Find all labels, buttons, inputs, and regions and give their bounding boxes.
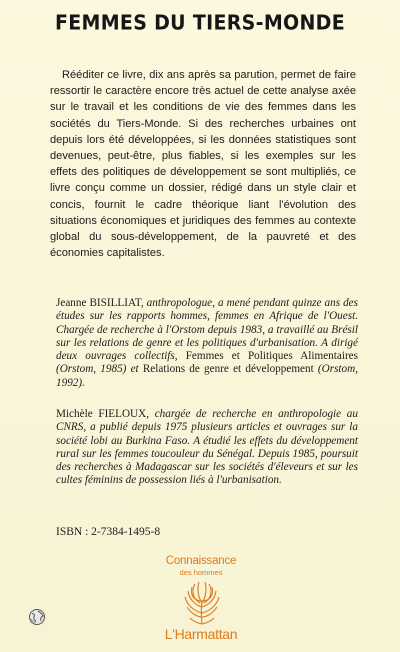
publisher-note-2: (Orstom, 1992). <box>56 363 358 389</box>
bio-text: anthropologue, a mené pendant quinze ans des études sur les rapports hommes, femmes en Afrique de l'Ouest. Chargée de recherche à l'Orstom depuis 1983, a travaillé au Brésil sur les relations de genre et les politiques d'urbanisation. A dirigé deux ouvrages collectifs, <box>56 297 358 363</box>
book-title-2: Relations de genre et développement <box>138 363 318 376</box>
publisher-name: L'Harmattan <box>164 626 238 642</box>
author-name: Jeanne BISILLIAT, <box>56 297 144 309</box>
book-title-1: Femmes et Politiques Alimentaires <box>177 350 358 363</box>
publisher-note-1: (Orstom, 1985) et <box>56 363 139 376</box>
author-bio-fieloux <box>56 408 358 488</box>
series-name: Connaissance <box>165 555 237 567</box>
author-bio-bisilliat <box>56 297 358 390</box>
globe-icon <box>28 608 46 626</box>
isbn-number: ISBN : 2-7384-1495-8 <box>56 526 161 538</box>
author-name: Michèle FIELOUX, <box>56 408 150 420</box>
publisher-logo <box>136 555 266 643</box>
bio-text: chargée de recherche en anthropologie au CNRS, a publié depuis 1975 plusieurs articles et ouvrages sur la société lobi au Burkina Faso. A étudié les effets du développement rural sur les femmes toucouleur du Sénégal. Depuis 1985, poursuit des recherches à Madagascar sur les sociétés d'éleveurs et sur les cultes féminins de possession liés à l'urbanisation. <box>56 408 358 487</box>
intro-paragraph: Rééditer ce livre, dix ans après sa parution, permet de faire ressortir le caractère encore très actuel de cette analyse axée sur le travail et les conditions de vie des femmes dans les sociétés du Tiers-Monde. Si des recherches urbaines ont depuis lors été développées, si les données statistiques sont devenues, peut-être, plus fiables, si les exemples sur les effets des politiques de développement se sont multipliés, ce livre conçu comme un dossier, rédigé dans un style clair et concis, fournit le cadre théorique liant l'évolution des situations économiques et juridiques des femmes au contexte global du sous-développement, de la pauvreté et des économies capitalistes. <box>50 69 356 260</box>
tree-emblem-icon <box>181 577 223 625</box>
book-title: FEMMES DU TIERS-MONDE <box>54 11 346 35</box>
series-subtitle: des hommes <box>179 568 223 577</box>
